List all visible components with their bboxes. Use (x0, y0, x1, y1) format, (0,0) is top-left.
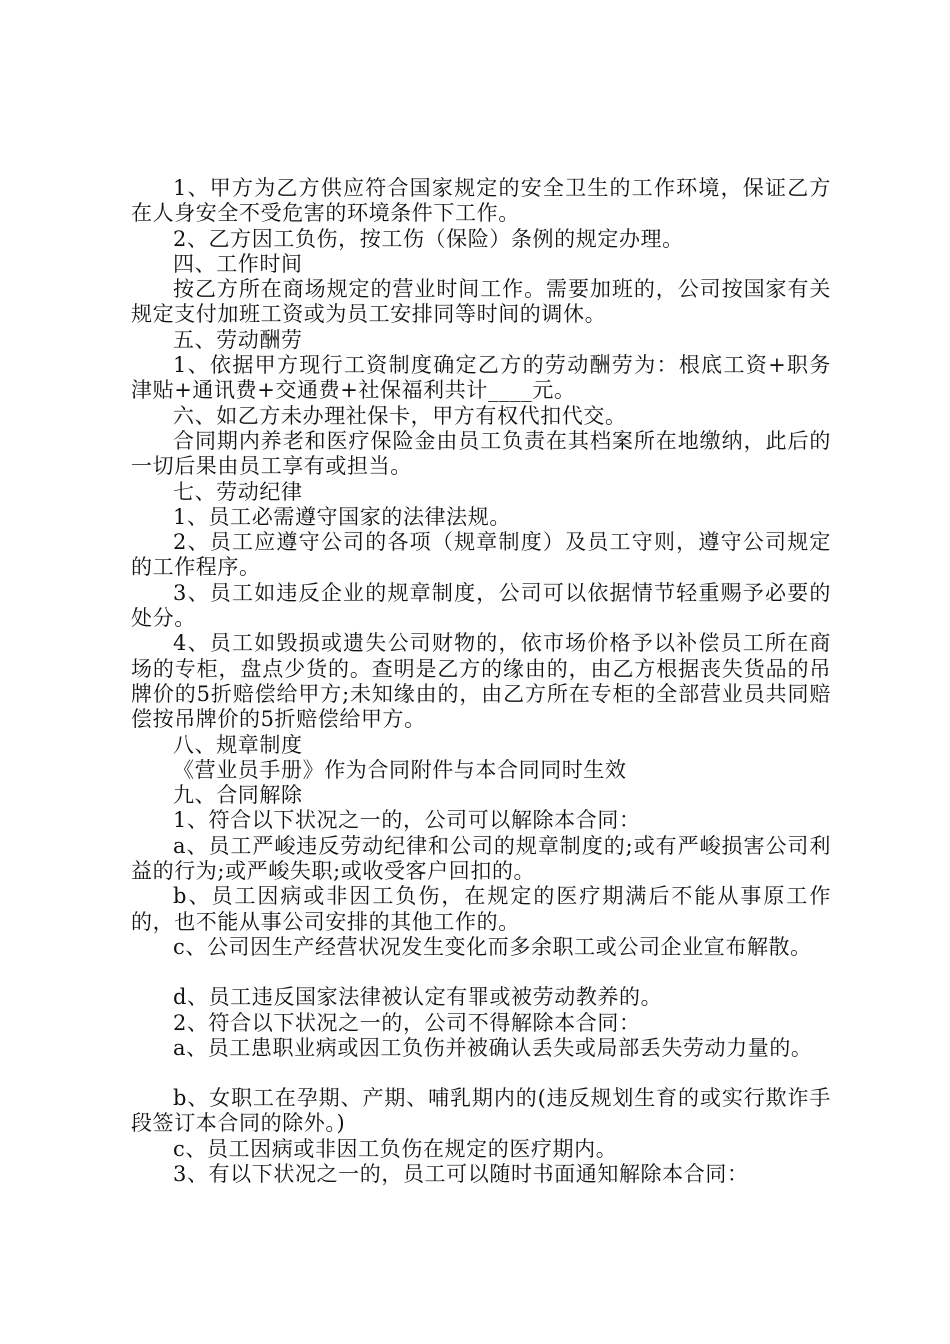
paragraph-termination-2: 2、符合以下状况之一的，公司不得解除本合同： (173, 1010, 641, 1035)
paragraph-work-hours: 按乙方所在商场规定的营业时间工作。需要加班的，公司按国家有关规定支付加班工资或为员工安排同等时间的调休。 (131, 277, 831, 327)
heading-labor-discipline: 七、劳动纪律 (173, 479, 303, 504)
heading-rules: 八、规章制度 (173, 732, 303, 757)
paragraph-insurance: 合同期内养老和医疗保险金由员工负责在其档案所在地缴纳，此后的一切后果由员工享有或担当。 (131, 428, 831, 479)
paragraph-termination-2b: b、女职工在孕期、产期、哺乳期内的(违反规划生育的或实行欺诈手段签订本合同的除外。) (131, 1086, 831, 1136)
paragraph-termination-1d: d、员工违反国家法律被认定有罪或被劳动教养的。 (173, 985, 663, 1010)
paragraph-remuneration: 1、依据甲方现行工资制度确定乙方的劳动酬劳为：根底工资+职务津贴+通讯费+交通费+社保福利共计____元。 (131, 353, 831, 403)
paragraph-termination-1a: a、员工严峻违反劳动纪律和公司的规章制度的;或有严峻损害公司利益的行为;或严峻失职;或收受客户回扣的。 (131, 833, 831, 884)
paragraph-safety-environment: 1、甲方为乙方供应符合国家规定的安全卫生的工作环境，保证乙方在人身安全不受危害的环境条件下工作。 (131, 176, 831, 226)
paragraph-termination-1: 1、符合以下状况之一的，公司可以解除本合同： (173, 808, 641, 833)
paragraph-discipline-4: 4、员工如毁损或遗失公司财物的，依市场价格予以补偿员工所在商场的专柜，盘点少货的。查明是乙方的缘由的，由乙方根据丧失货品的吊牌价的5折赔偿给甲方;未知缘由的，由乙方所在专柜的全部营业员共同赔偿按吊牌价的5折赔偿给甲方。 (131, 631, 831, 732)
heading-work-hours: 四、工作时间 (173, 251, 303, 276)
heading-termination: 九、合同解除 (173, 783, 303, 808)
paragraph-discipline-3: 3、员工如违反企业的规章制度，公司可以依据情节轻重赐予必要的处分。 (131, 580, 831, 631)
paragraph-termination-2c: c、员工因病或非因工负伤在规定的医疗期内。 (173, 1136, 618, 1161)
document-page (131, 176, 831, 1187)
paragraph-termination-2a: a、员工患职业病或因工负伤并被确认丢失或局部丢失劳动力量的。 (173, 1035, 813, 1060)
heading-remuneration: 五、劳动酬劳 (173, 327, 303, 352)
paragraph-termination-3: 3、有以下状况之一的，员工可以随时书面通知解除本合同： (173, 1161, 749, 1186)
paragraph-termination-1b: b、员工因病或非因工负伤，在规定的医疗期满后不能从事原工作的，也不能从事公司安排的其他工作的。 (131, 884, 831, 934)
paragraph-discipline-2: 2、员工应遵守公司的各项（规章制度）及员工守则，遵守公司规定的工作程序。 (131, 530, 831, 580)
paragraph-handbook: 《营业员手册》作为合同附件与本合同同时生效 (173, 757, 627, 782)
paragraph-discipline-1: 1、员工必需遵守国家的法律法规。 (173, 504, 511, 529)
paragraph-social-security-card: 六、如乙方未办理社保卡，甲方有权代扣代交。 (173, 403, 627, 428)
paragraph-work-injury: 2、乙方因工负伤，按工伤（保险）条例的规定办理。 (173, 226, 684, 251)
paragraph-termination-1c: c、公司因生产经营状况发生变化而多余职工或公司企业宣布解散。 (173, 934, 812, 959)
